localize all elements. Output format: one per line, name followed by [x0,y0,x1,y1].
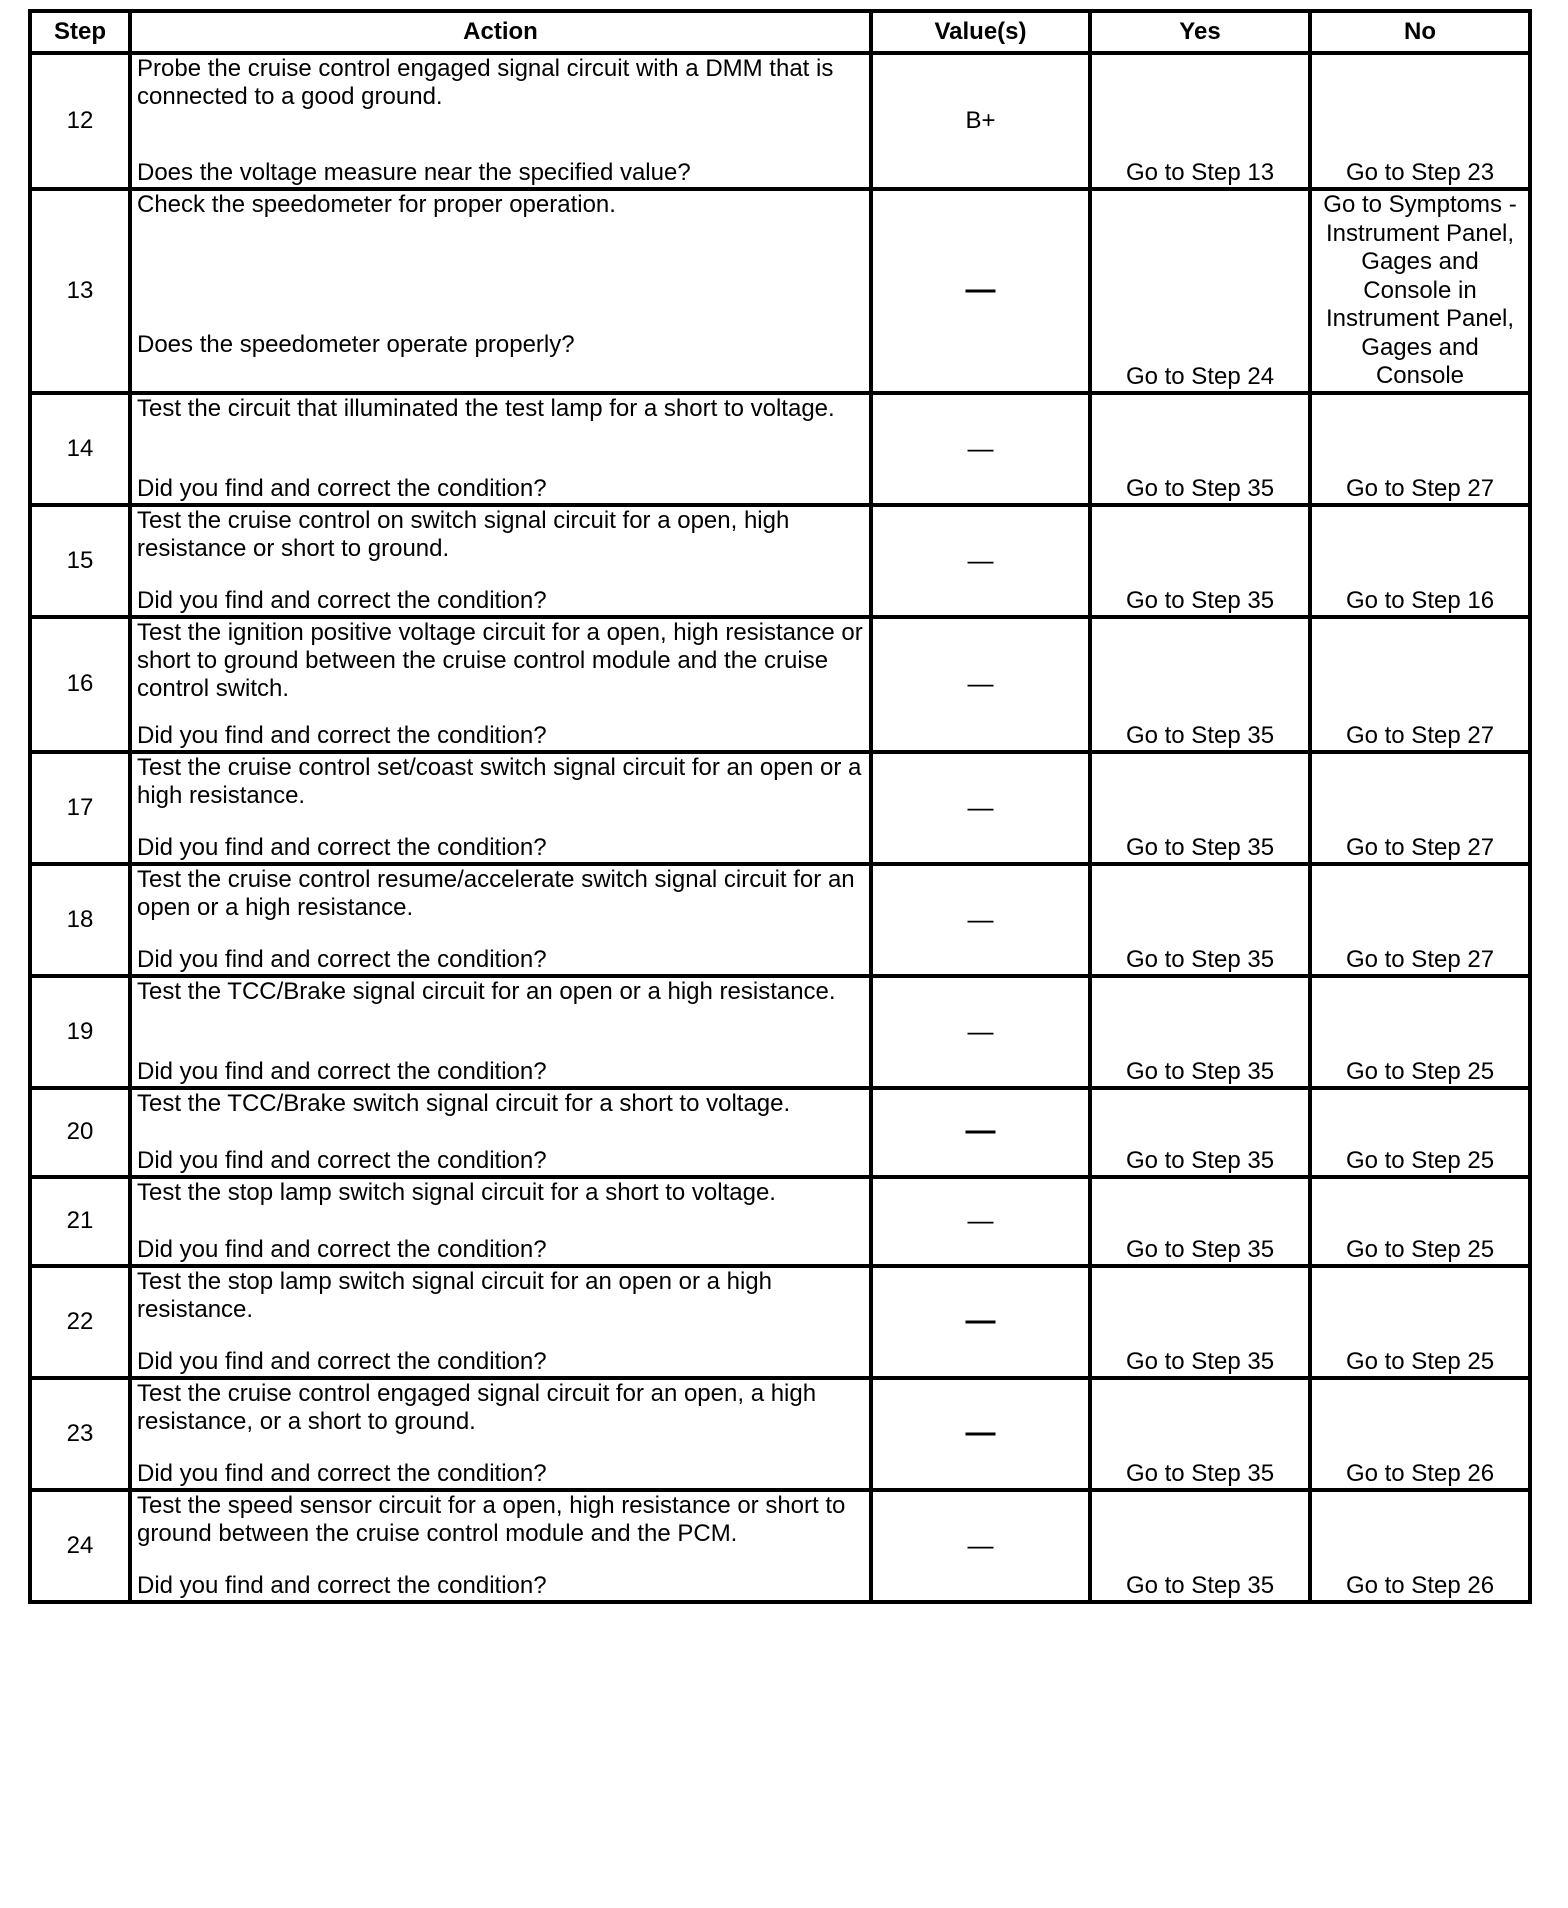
action-instruction: Test the cruise control on switch signal circuit for a open, high resistance or short to ground. [137,506,790,562]
yes-cell: Go to Step 35 [1090,617,1310,752]
no-cell [1310,1177,1530,1266]
no-text: Go to Step 25 [1345,1347,1495,1375]
table-row [30,1266,1530,1378]
value-cell [871,1490,1090,1602]
action-cell [130,976,871,1088]
step-number: 16 [30,617,130,752]
value-text: — [965,1415,996,1449]
no-cell [1310,617,1530,752]
value-cell [871,864,1090,976]
yes-cell: Go to Step 35 [1090,1088,1310,1177]
no-cell [1310,1378,1530,1490]
value-text: — [967,1205,994,1235]
step-number: 24 [30,1490,130,1602]
no-text: Go to Step 27 [1345,945,1495,973]
no-cell [1310,1266,1530,1378]
action-instruction: Test the circuit that illuminated the test lamp for a short to voltage. [137,394,835,422]
action-question: Did you find and correct the condition? [137,1057,547,1085]
value-text: — [967,791,994,822]
step-number: 18 [30,864,130,976]
no-cell [1310,53,1530,189]
no-text: Go to Step 25 [1345,1146,1495,1174]
no-text: Go to Step 26 [1345,1571,1495,1599]
action-instruction: Test the stop lamp switch signal circuit for a short to voltage. [137,1178,776,1206]
yes-cell: Go to Step 35 [1090,393,1310,505]
value-cell [871,1177,1090,1266]
action-instruction: Test the TCC/Brake switch signal circuit for a short to voltage. [137,1089,791,1117]
step-number: 14 [30,393,130,505]
table-row [30,189,1530,393]
value-text: — [967,1015,994,1046]
yes-cell: Go to Step 35 [1090,1177,1310,1266]
action-cell [130,1378,871,1490]
value-cell [871,53,1090,189]
action-instruction: Test the cruise control set/coast switch signal circuit for an open or a high resistance. [137,753,862,809]
step-number: 15 [30,505,130,617]
no-cell [1310,393,1530,505]
step-number: 20 [30,1088,130,1177]
no-text: Go to Step 27 [1345,721,1495,749]
yes-cell: Go to Step 35 [1090,1378,1310,1490]
action-cell [130,617,871,752]
table-row [30,505,1530,617]
no-text: Go to Step 25 [1345,1235,1495,1263]
action-cell [130,1490,871,1602]
action-instruction: Test the TCC/Brake signal circuit for an open or a high resistance. [137,977,836,1005]
action-instruction: Test the speed sensor circuit for a open, high resistance or short to ground between the cruise control module and the PCM. [137,1491,846,1547]
value-cell [871,505,1090,617]
action-question: Did you find and correct the condition? [137,1146,547,1174]
step-number: 22 [30,1266,130,1378]
action-cell [130,1088,871,1177]
value-cell [871,1088,1090,1177]
value-text: — [967,1529,994,1560]
action-instruction: Test the stop lamp switch signal circuit for an open or a high resistance. [137,1267,772,1323]
no-text: Go to Step 27 [1345,474,1495,502]
action-cell [130,189,871,393]
no-cell [1310,752,1530,864]
step-number: 12 [30,53,130,189]
header-action: Action [130,11,871,53]
action-instruction: Probe the cruise control engaged signal circuit with a DMM that is connected to a good ground. [137,55,834,110]
yes-cell: Go to Step 35 [1090,1490,1310,1602]
table-row [30,617,1530,752]
yes-cell: Go to Step 24 [1090,189,1310,393]
no-cell [1310,1088,1530,1177]
table-row [30,976,1530,1088]
no-cell [1310,1490,1530,1602]
value-cell [871,1266,1090,1378]
action-cell [130,505,871,617]
action-instruction: Test the cruise control resume/accelerate switch signal circuit for an open or a high resistance. [137,865,855,921]
action-cell [130,393,871,505]
yes-cell: Go to Step 35 [1090,505,1310,617]
table-row [30,1177,1530,1266]
value-cell [871,393,1090,505]
value-text: — [965,1114,996,1147]
value-cell [871,189,1090,393]
table-row [30,1490,1530,1602]
yes-cell: Go to Step 35 [1090,1266,1310,1378]
action-question: Did you find and correct the condition? [137,474,547,502]
yes-cell: Go to Step 35 [1090,752,1310,864]
table-row [30,1088,1530,1177]
no-cell [1310,976,1530,1088]
value-text: B+ [965,107,996,134]
action-question: Did you find and correct the condition? [137,945,547,973]
yes-cell: Go to Step 13 [1090,53,1310,189]
action-instruction: Test the ignition positive voltage circuit for a open, high resistance or short to ground between the cruise control module and the cruise control switch. [137,618,863,702]
yes-cell: Go to Step 35 [1090,976,1310,1088]
table-row [30,53,1530,189]
no-cell [1310,189,1530,393]
table-row [30,864,1530,976]
action-question: Did you find and correct the condition? [137,1459,547,1487]
action-question: Did you find and correct the condition? [137,586,547,614]
no-text: Go to Step 25 [1345,1057,1495,1085]
no-text: Go to Step 23 [1345,159,1495,186]
value-text: — [965,1303,996,1337]
step-number: 21 [30,1177,130,1266]
action-cell [130,53,871,189]
table-row [30,752,1530,864]
table-row [30,1378,1530,1490]
no-text: Go to Step 26 [1345,1459,1495,1487]
action-instruction: Test the cruise control engaged signal circuit for an open, a high resistance, or a short to ground. [137,1379,817,1435]
header-yes: Yes [1090,11,1310,53]
action-question: Does the voltage measure near the specified value? [137,159,691,186]
action-question: Did you find and correct the condition? [137,1235,547,1263]
value-text: — [965,272,996,306]
action-question: Did you find and correct the condition? [137,1347,547,1375]
no-text: Go to Symptoms - Instrument Panel, Gages and Console in Instrument Panel, Gages and Console [1323,191,1517,389]
action-question: Did you find and correct the condition? [137,1571,547,1599]
no-cell [1310,505,1530,617]
value-text: — [967,903,994,934]
value-text: — [967,544,994,575]
step-number: 13 [30,189,130,393]
action-cell [130,752,871,864]
no-cell [1310,864,1530,976]
header-values: Value(s) [871,11,1090,53]
value-cell [871,976,1090,1088]
value-text: — [967,668,994,698]
action-question: Does the speedometer operate properly? [137,331,575,358]
value-cell [871,752,1090,864]
value-cell [871,1378,1090,1490]
action-cell [130,1177,871,1266]
value-cell [871,617,1090,752]
yes-cell: Go to Step 35 [1090,864,1310,976]
step-number: 17 [30,752,130,864]
action-instruction: Check the speedometer for proper operation. [137,191,616,218]
table-header-row [30,11,1530,53]
no-text: Go to Step 27 [1345,833,1495,861]
action-question: Did you find and correct the condition? [137,833,547,861]
value-text: — [967,432,994,463]
header-no: No [1310,11,1530,53]
action-question: Did you find and correct the condition? [137,721,547,749]
step-number: 19 [30,976,130,1088]
action-cell [130,864,871,976]
table-row [30,393,1530,505]
header-step: Step [30,11,130,53]
diagnostic-table [28,9,1532,1604]
action-cell [130,1266,871,1378]
no-text: Go to Step 16 [1345,586,1495,614]
step-number: 23 [30,1378,130,1490]
